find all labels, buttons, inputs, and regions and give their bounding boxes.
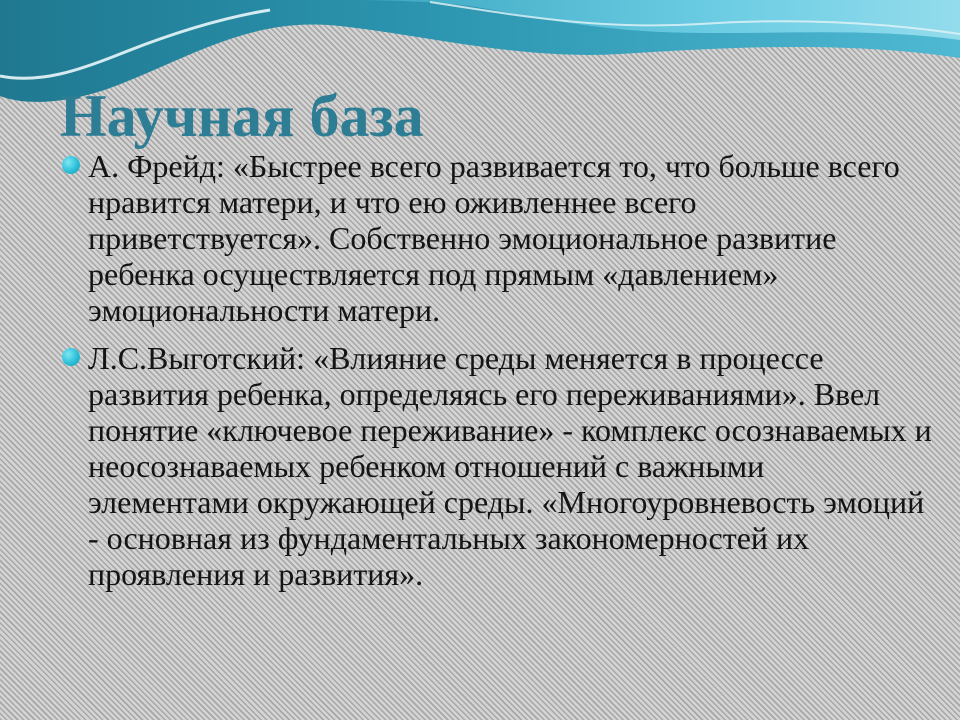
slide-title: Научная база bbox=[60, 83, 424, 149]
sphere-bullet-icon bbox=[62, 348, 80, 366]
bullet-item-freud bbox=[62, 148, 932, 328]
bullet-list bbox=[62, 148, 932, 592]
bullet-text: Л.С.Выготский: «Влияние среды меняется в процессе развития ребенка, определяясь его переживаниями». Ввел понятие «ключевое переживание» - комплекс осознаваемых и неосознаваемых ребенком отношений с важными элементами окружающей среды. «Многоуровневость эмоций - основная из фундаментальных закономерностей их проявления и развития». bbox=[88, 340, 932, 592]
bullet-item-vygotsky bbox=[62, 340, 932, 592]
bullet-text: А. Фрейд: «Быстрее всего развивается то, что больше всего нравится матери, и что ею оживленнее всего приветствуется». Собственно эмоциональное развитие ребенка осуществляется под прямым «давлением» эмоциональности матери. bbox=[88, 148, 900, 328]
sphere-bullet-icon bbox=[62, 156, 80, 174]
